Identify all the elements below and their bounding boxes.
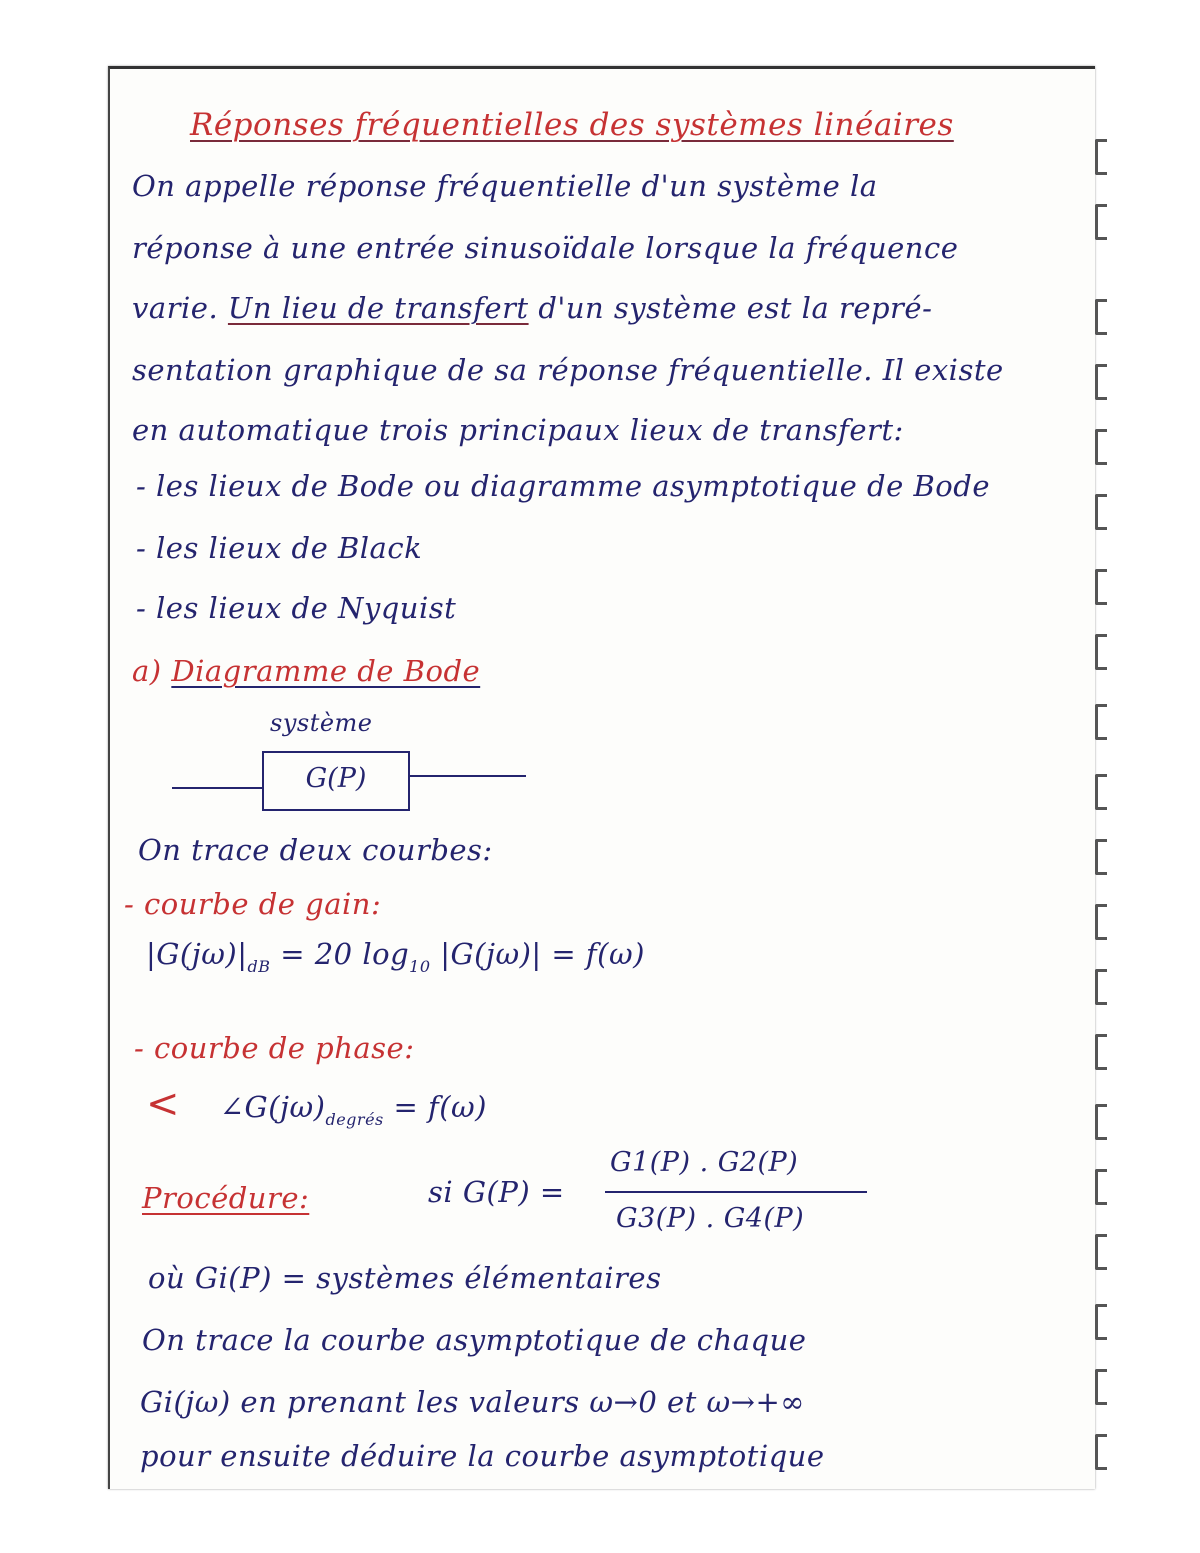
binding-ring [1095, 139, 1107, 175]
paragraph-line: On appelle réponse fréquentielle d'un système la [132, 169, 878, 203]
procedure-si: si G(P) = [428, 1175, 565, 1209]
gain-lhs-unit: dB [247, 957, 271, 976]
closing-line: Gi(jω) en prenant les valeurs ω→0 et ω→+∞ [140, 1385, 805, 1419]
gain-rhs: |G(jω)| = f(ω) [440, 937, 645, 971]
list-item: - les lieux de Bode ou diagramme asymptotique de Bode [136, 469, 990, 503]
notebook-page [108, 66, 1095, 1489]
binding-ring [1095, 969, 1107, 1005]
paragraph-line [132, 291, 932, 325]
binding-ring [1095, 494, 1107, 530]
binding-ring [1095, 1169, 1107, 1205]
list-item: - les lieux de Nyquist [136, 591, 457, 625]
gain-formula [146, 937, 645, 976]
binding-ring [1095, 1034, 1107, 1070]
section-title: Diagramme de Bode [171, 654, 481, 688]
paragraph-text: varie. [132, 291, 219, 325]
section-prefix: a) [132, 654, 162, 688]
binding-ring [1095, 364, 1107, 400]
paragraph-line: en automatique trois principaux lieux de transfert: [132, 413, 904, 447]
curves-intro: On trace deux courbes: [138, 833, 493, 867]
section-heading [132, 654, 480, 688]
binding-ring [1095, 1304, 1107, 1340]
block-text: G(P) [305, 763, 367, 794]
binding-ring [1095, 1104, 1107, 1140]
binding-ring [1095, 839, 1107, 875]
binding-ring [1095, 204, 1107, 240]
page-title: Réponses fréquentielles des systèmes linéaires [190, 107, 954, 143]
phase-lhs-unit: degrés [325, 1110, 384, 1129]
binding-ring [1095, 774, 1107, 810]
gain-lhs: |G(jω)| [146, 937, 248, 971]
binding-ring [1095, 1234, 1107, 1270]
fraction-numerator: G1(P) . G2(P) [610, 1147, 799, 1178]
binding-ring [1095, 634, 1107, 670]
defined-term: Un lieu de transfert [227, 291, 529, 325]
input-wire [172, 787, 264, 789]
phase-lhs: ∠G(jω) [219, 1090, 326, 1124]
transfer-block [262, 751, 410, 811]
binding-ring [1095, 904, 1107, 940]
phase-label: - courbe de phase: [134, 1031, 415, 1065]
paragraph-line: réponse à une entrée sinusoïdale lorsque la fréquence [132, 231, 959, 265]
closing-line: pour ensuite déduire la courbe asymptotique [140, 1439, 825, 1473]
log-base: 10 [409, 957, 431, 976]
closing-line: On trace la courbe asymptotique de chaque [142, 1323, 807, 1357]
gain-label: - courbe de gain: [124, 887, 382, 921]
gain-eq: = 20 log [280, 937, 410, 971]
paragraph-line: sentation graphique de sa réponse fréquentielle. Il existe [132, 353, 1004, 387]
closing-line: où Gi(P) = systèmes élémentaires [148, 1261, 662, 1295]
binding-ring [1095, 704, 1107, 740]
binding-ring [1095, 299, 1107, 335]
binding-ring [1095, 569, 1107, 605]
fraction-denominator: G3(P) . G4(P) [616, 1203, 805, 1234]
binding-ring [1095, 1369, 1107, 1405]
phase-rhs: = f(ω) [393, 1090, 487, 1124]
binding-ring [1095, 1434, 1107, 1470]
phase-symbol: < [146, 1081, 181, 1127]
procedure-label: Procédure: [142, 1181, 310, 1215]
binding-ring [1095, 429, 1107, 465]
phase-formula [146, 1081, 487, 1129]
block-label: système [270, 709, 373, 737]
list-item: - les lieux de Black [136, 531, 423, 565]
paragraph-text: d'un système est la repré- [538, 291, 933, 325]
output-wire [408, 775, 526, 777]
fraction-bar [605, 1191, 867, 1193]
